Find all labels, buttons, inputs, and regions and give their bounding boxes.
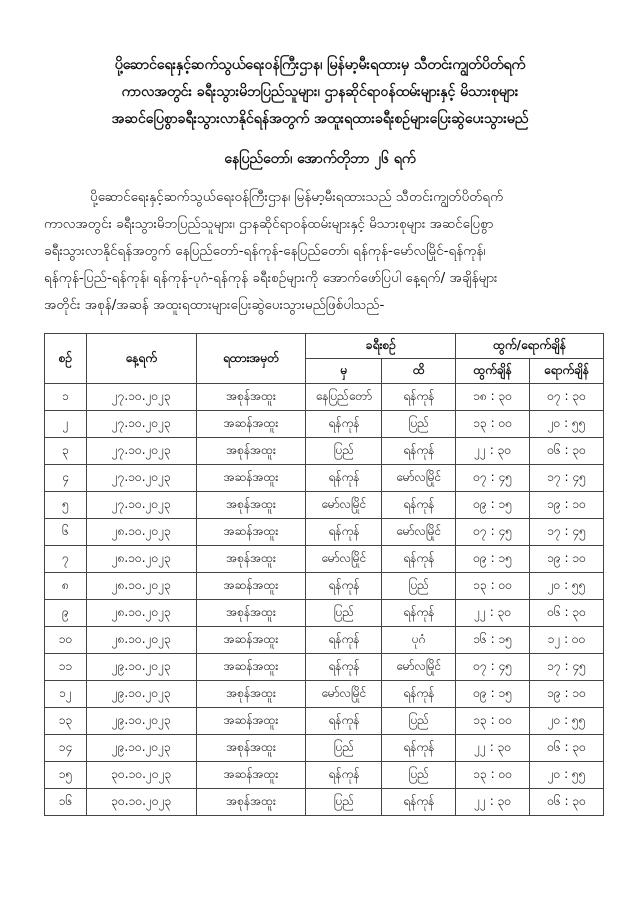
row-from: ရန်ကုန် xyxy=(306,627,382,654)
row-train-type: အစုန်အထူး xyxy=(196,789,306,816)
row-from: ရန်ကုန် xyxy=(306,573,382,600)
row-date: ၂၇.၁၀.၂၀၂၃ xyxy=(86,384,196,411)
row-arrive: ၀၆ : ၃၀ xyxy=(530,789,604,816)
row-depart: ၀၇ : ၄၅ xyxy=(456,654,530,681)
dateline: နေပြည်တော်၊ အောက်တိုဘာ ၂၆ ရက် xyxy=(224,151,416,167)
row-number: ၇ xyxy=(45,546,87,573)
row-arrive: ၀၆ : ၃၀ xyxy=(530,600,604,627)
row-to: ပြည် xyxy=(382,573,456,600)
table-row xyxy=(45,411,604,438)
row-to: ရန်ကုန် xyxy=(382,438,456,465)
table-row xyxy=(45,600,604,627)
row-to: ရန်ကုန် xyxy=(382,681,456,708)
table-row xyxy=(45,654,604,681)
row-arrive: ၁၉ : ၁၀ xyxy=(530,492,604,519)
row-depart: ၁၃ : ၀၀ xyxy=(456,762,530,789)
schedule-table xyxy=(44,333,604,816)
row-train-type: အစုန်အထူး xyxy=(196,546,306,573)
row-to: မော်လမြိုင် xyxy=(382,519,456,546)
row-to: ပြည် xyxy=(382,762,456,789)
row-arrive: ၁၉ : ၁၀ xyxy=(530,546,604,573)
row-arrive: ၁၉ : ၁၀ xyxy=(530,681,604,708)
table-row xyxy=(45,492,604,519)
row-train-type: အဆန်အထူး xyxy=(196,654,306,681)
row-from: ရန်ကုန် xyxy=(306,519,382,546)
row-train-type: အဆန်အထူး xyxy=(196,627,306,654)
row-train-type: အစုန်အထူး xyxy=(196,735,306,762)
row-date: ၂၈.၁၀.၂၀၂၃ xyxy=(86,573,196,600)
headline-line: ကာလအတွင်း ခရီးသွားမိဘပြည်သူများ၊ ဌာနဆိုင်ရာဝန်ထမ်းများနှင့် မိသားစုများ xyxy=(121,84,519,100)
row-depart: ၀၉ : ၁၅ xyxy=(456,492,530,519)
row-number: ၁၄ xyxy=(45,735,87,762)
row-arrive: ၀၆ : ၃၀ xyxy=(530,438,604,465)
row-from: ရန်ကုန် xyxy=(306,465,382,492)
header-date: နေ့ရက် xyxy=(86,334,196,384)
row-date: ၂၇.၁၀.၂၀၂၃ xyxy=(86,465,196,492)
row-arrive: ၂၀ : ၅၅ xyxy=(530,573,604,600)
row-train-type: အဆန်အထူး xyxy=(196,762,306,789)
body-line: ခရီးသွားလာနိုင်ရန်အတွက် နေပြည်တော်-ရန်ကုန်-နေပြည်တော်၊ ရန်ကုန်-မော်လမြိုင်-ရန်ကုန်၊ xyxy=(44,243,486,259)
table-row xyxy=(45,681,604,708)
row-depart: ၂၂ : ၃၀ xyxy=(456,600,530,627)
row-from: မော်လမြိုင် xyxy=(306,546,382,573)
row-depart: ၂၂ : ၃၀ xyxy=(456,735,530,762)
row-arrive: ၁၇ : ၄၅ xyxy=(530,654,604,681)
row-train-type: အစုန်အထူး xyxy=(196,438,306,465)
table-row xyxy=(45,465,604,492)
row-number: ၁၂ xyxy=(45,681,87,708)
table-row xyxy=(45,546,604,573)
row-from: ရန်ကုန် xyxy=(306,411,382,438)
row-train-type: အဆန်အထူး xyxy=(196,519,306,546)
row-from: ပြည် xyxy=(306,789,382,816)
header-from: မှ xyxy=(306,359,382,384)
row-to: ရန်ကုန် xyxy=(382,735,456,762)
row-train-type: အစုန်အထူး xyxy=(196,492,306,519)
headline-line: ပို့ဆောင်ရေးနှင့်ဆက်သွယ်ရေးဝန်ကြီးဌာန၊ မြန်မာ့မီးရထားမှ သီတင်းကျွတ်ပိတ်ရက် xyxy=(114,57,526,73)
row-from: ရန်ကုန် xyxy=(306,654,382,681)
table-row xyxy=(45,708,604,735)
row-date: ၂၇.၁၀.၂၀၂၃ xyxy=(86,438,196,465)
header-route: ခရီးစဉ် xyxy=(306,334,456,359)
row-number: ၁၆ xyxy=(45,789,87,816)
table-row xyxy=(45,438,604,465)
row-date: ၂၈.၁၀.၂၀၂၃ xyxy=(86,519,196,546)
table-row xyxy=(45,789,604,816)
row-arrive: ၁၂ : ၀၀ xyxy=(530,627,604,654)
row-number: ၉ xyxy=(45,600,87,627)
row-arrive: ၀၆ : ၃၀ xyxy=(530,735,604,762)
row-depart: ၀၇ : ၄၅ xyxy=(456,519,530,546)
row-train-type: အစုန်အထူး xyxy=(196,384,306,411)
row-to: ရန်ကုန် xyxy=(382,492,456,519)
row-train-type: အဆန်အထူး xyxy=(196,573,306,600)
body-line: ပို့ဆောင်ရေးနှင့်ဆက်သွယ်ရေးဝန်ကြီးဌာန၊ မြန်မာ့မီးရထားသည် သီတင်းကျွတ်ပိတ်ရက် xyxy=(90,189,504,205)
table-row xyxy=(45,735,604,762)
table-row xyxy=(45,627,604,654)
header-arrive: ရောက်ချိန် xyxy=(530,359,604,384)
table-row xyxy=(45,519,604,546)
row-train-type: အဆန်အထူး xyxy=(196,465,306,492)
row-to: ရန်ကုန် xyxy=(382,384,456,411)
row-depart: ၀၉ : ၁၅ xyxy=(456,681,530,708)
row-number: ၁ xyxy=(45,384,87,411)
row-depart: ၀၇ : ၄၅ xyxy=(456,465,530,492)
row-date: ၂၈.၁၀.၂၀၂၃ xyxy=(86,600,196,627)
row-depart: ၀၉ : ၁၅ xyxy=(456,546,530,573)
row-arrive: ၂၀ : ၅၅ xyxy=(530,762,604,789)
row-to: မော်လမြိုင် xyxy=(382,654,456,681)
row-number: ၁၁ xyxy=(45,654,87,681)
row-date: ၃၀.၁၀.၂၀၂၃ xyxy=(86,762,196,789)
row-to: မော်လမြိုင် xyxy=(382,465,456,492)
headline xyxy=(44,52,596,133)
row-number: ၁၃ xyxy=(45,708,87,735)
row-date: ၂၉.၁၀.၂၀၂၃ xyxy=(86,708,196,735)
row-train-type: အဆန်အထူး xyxy=(196,708,306,735)
table-body xyxy=(45,384,604,816)
header-train-type: ရထားအမှတ် xyxy=(196,334,306,384)
row-date: ၃၀.၁၀.၂၀၂၃ xyxy=(86,789,196,816)
row-date: ၂၈.၁၀.၂၀၂၃ xyxy=(86,627,196,654)
row-number: ၅ xyxy=(45,492,87,519)
table-header-row xyxy=(45,334,604,359)
row-from: ရန်ကုန် xyxy=(306,708,382,735)
table-row xyxy=(45,762,604,789)
row-arrive: ၂၀ : ၅၅ xyxy=(530,411,604,438)
row-from: ပြည် xyxy=(306,600,382,627)
row-to: ရန်ကုန် xyxy=(382,600,456,627)
row-to: ရန်ကုန် xyxy=(382,546,456,573)
row-number: ၁၅ xyxy=(45,762,87,789)
row-depart: ၁၃ : ၀၀ xyxy=(456,411,530,438)
row-arrive: ၁၇ : ၄၅ xyxy=(530,519,604,546)
row-arrive: ၀၇ : ၃၀ xyxy=(530,384,604,411)
body-line: အတိုင်း အစုန်/အဆန် အထူးရထားများပြေးဆွဲပေးသွားမည်ဖြစ်ပါသည်- xyxy=(44,297,385,313)
row-from: နေပြည်တော် xyxy=(306,384,382,411)
row-depart: ၁၃ : ၀၀ xyxy=(456,573,530,600)
row-number: ၁၀ xyxy=(45,627,87,654)
row-to: ပြည် xyxy=(382,708,456,735)
row-depart: ၁၆ : ၁၅ xyxy=(456,627,530,654)
row-date: ၂၉.၁၀.၂၀၂၃ xyxy=(86,654,196,681)
header-no: စဉ် xyxy=(45,334,87,384)
row-number: ၄ xyxy=(45,465,87,492)
row-train-type: အစုန်အထူး xyxy=(196,600,306,627)
row-depart: ၁၃ : ၀၀ xyxy=(456,708,530,735)
row-train-type: အဆန်အထူး xyxy=(196,411,306,438)
table-row xyxy=(45,384,604,411)
row-from: ပြည် xyxy=(306,735,382,762)
row-number: ၂ xyxy=(45,411,87,438)
row-date: ၂၇.၁၀.၂၀၂၃ xyxy=(86,411,196,438)
header-depart: ထွက်ချိန် xyxy=(456,359,530,384)
row-date: ၂၉.၁၀.၂၀၂၃ xyxy=(86,735,196,762)
header-times: ထွက်/ရောက်ချိန် xyxy=(456,334,604,359)
row-depart: ၂၂ : ၃၀ xyxy=(456,438,530,465)
row-from: ပြည် xyxy=(306,438,382,465)
row-depart: ၂၂ : ၃၀ xyxy=(456,789,530,816)
row-to: ရန်ကုန် xyxy=(382,789,456,816)
row-from: မော်လမြိုင် xyxy=(306,492,382,519)
row-train-type: အစုန်အထူး xyxy=(196,681,306,708)
body-line: ရန်ကုန်-ပြည်-ရန်ကုန်၊ ရန်ကုန်-ပုဂံ-ရန်ကုန် ခရီးစဉ်များကို အောက်ဖော်ပြပါ နေ့ရက်/ အချိန်များ xyxy=(44,270,498,286)
row-to: ပုဂံ xyxy=(382,627,456,654)
row-from: မော်လမြိုင် xyxy=(306,681,382,708)
row-number: ၈ xyxy=(45,573,87,600)
header-to: ထိ xyxy=(382,359,456,384)
row-arrive: ၂၀ : ၅၅ xyxy=(530,708,604,735)
row-number: ၃ xyxy=(45,438,87,465)
row-date: ၂၉.၁၀.၂၀၂၃ xyxy=(86,681,196,708)
table-row xyxy=(45,573,604,600)
row-from: ရန်ကုန် xyxy=(306,762,382,789)
body-line: ကာလအတွင်း ခရီးသွားမိဘပြည်သူများ၊ ဌာနဆိုင်ရာဝန်ထမ်းများနှင့် မိသားစုများ အဆင်ပြေစွာ xyxy=(44,216,494,232)
row-date: ၂၇.၁၀.၂၀၂၃ xyxy=(86,492,196,519)
row-number: ၆ xyxy=(45,519,87,546)
row-arrive: ၁၇ : ၄၅ xyxy=(530,465,604,492)
row-date: ၂၈.၁၀.၂၀၂၃ xyxy=(86,546,196,573)
row-to: ပြည် xyxy=(382,411,456,438)
headline-line: အဆင်ပြေစွာခရီးသွားလာနိုင်ရန်အတွက် အထူးရထားခရီးစဉ်များပြေးဆွဲပေးသွားမည် xyxy=(111,111,529,127)
body-paragraph xyxy=(44,184,596,319)
row-depart: ၁၈ : ၃၀ xyxy=(456,384,530,411)
